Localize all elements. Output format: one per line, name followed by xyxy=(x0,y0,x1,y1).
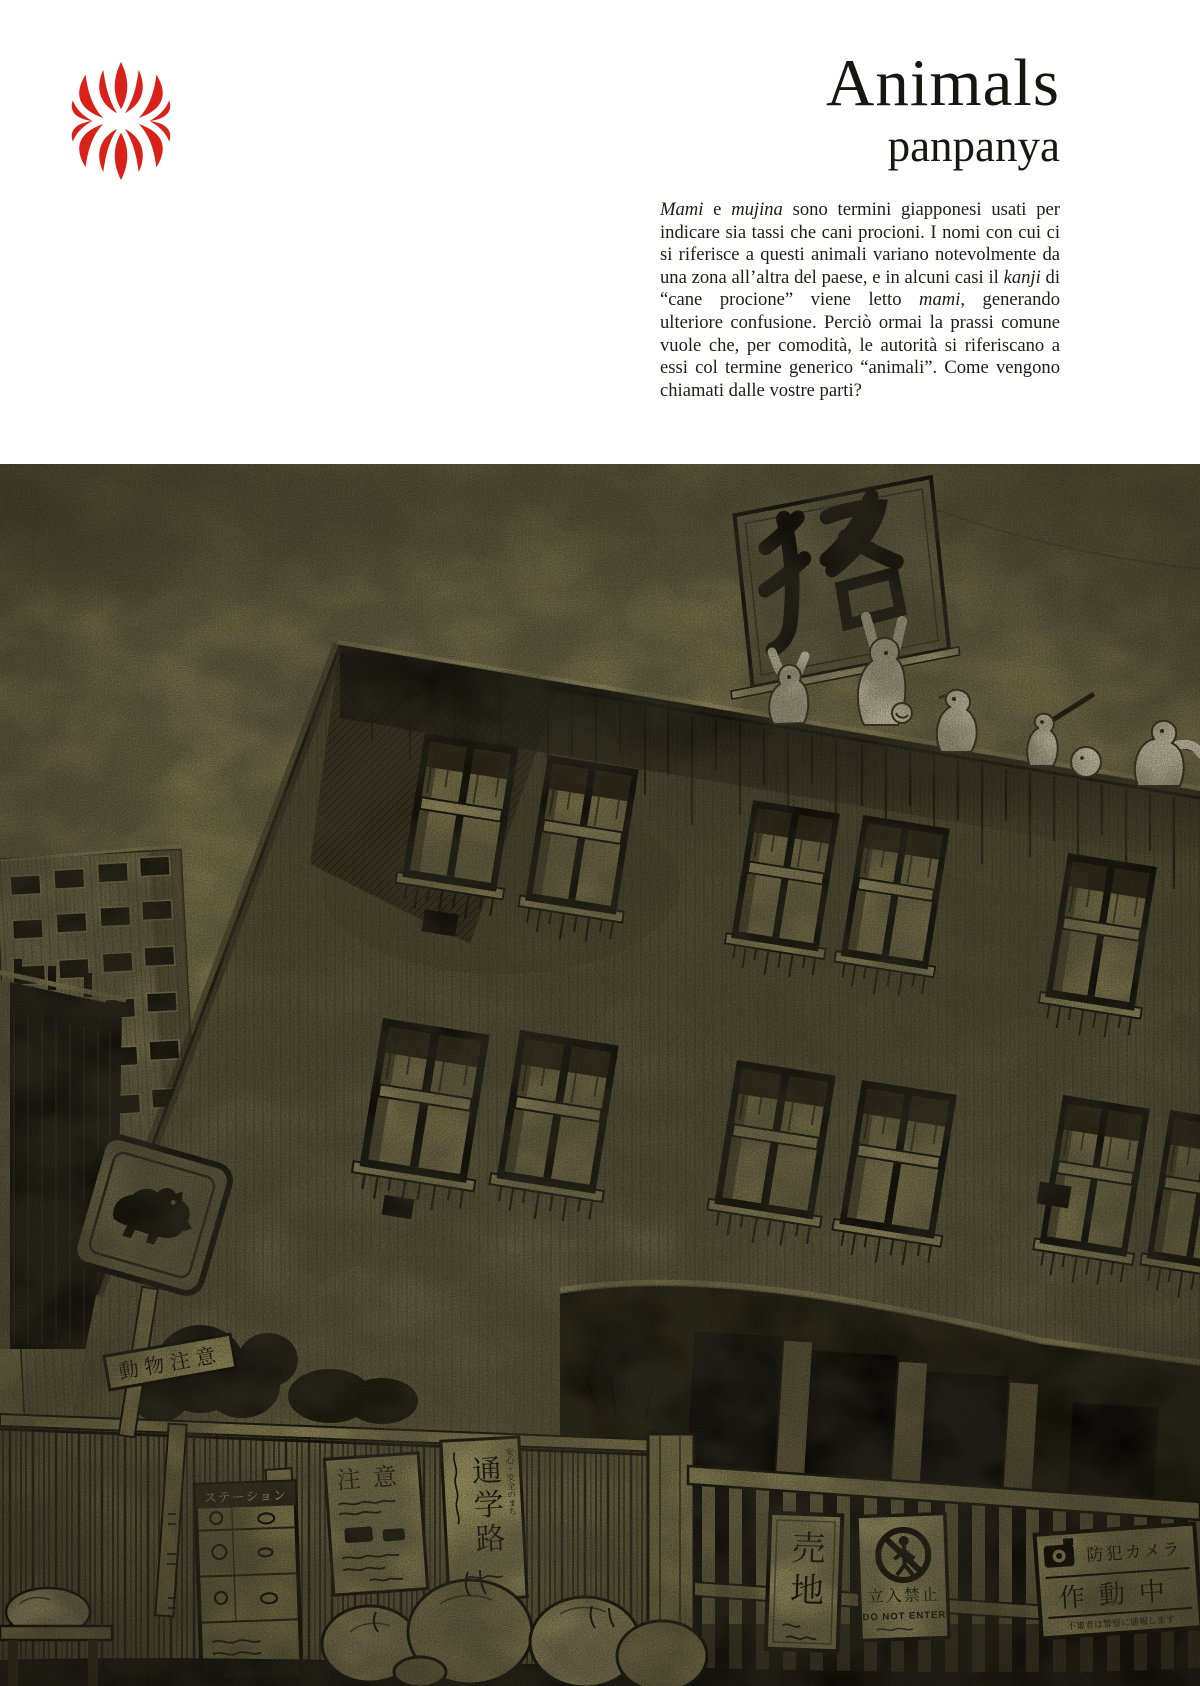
intro-segment: mami xyxy=(919,289,961,311)
intro-segment: , generando ulteriore confusione. Perciò ormai la prassi comune vuole che, per comodità, le autorità si riferiscano a essi col termine generico “animali”. Come vengono chiamati dalle vostre parti? xyxy=(660,289,1060,401)
intro-segment: kanji xyxy=(1003,266,1041,288)
intro-paragraph xyxy=(660,199,1060,402)
masthead xyxy=(825,46,1060,171)
intro-segment: mujina xyxy=(731,199,783,220)
book-author: panpanya xyxy=(887,121,1060,171)
book-title: Animals xyxy=(825,46,1060,120)
intro-segment: di “cane procione” viene letto xyxy=(660,266,1060,311)
intro-segment: Mami xyxy=(660,199,704,220)
cover-illustration xyxy=(0,464,1200,1686)
intro-segment: sono termini giapponesi usati per indicare sia tassi che cani procioni. I nomi con cui ci si riferisce a questi animali variano notevolmente da una zona all’altra del paese, e in alcuni casi il xyxy=(660,199,1060,288)
publisher-logo-icon xyxy=(62,56,180,186)
illustration-canvas xyxy=(0,464,1200,1686)
intro-segment: e xyxy=(703,199,732,220)
vignette-overlay xyxy=(0,464,1200,1686)
